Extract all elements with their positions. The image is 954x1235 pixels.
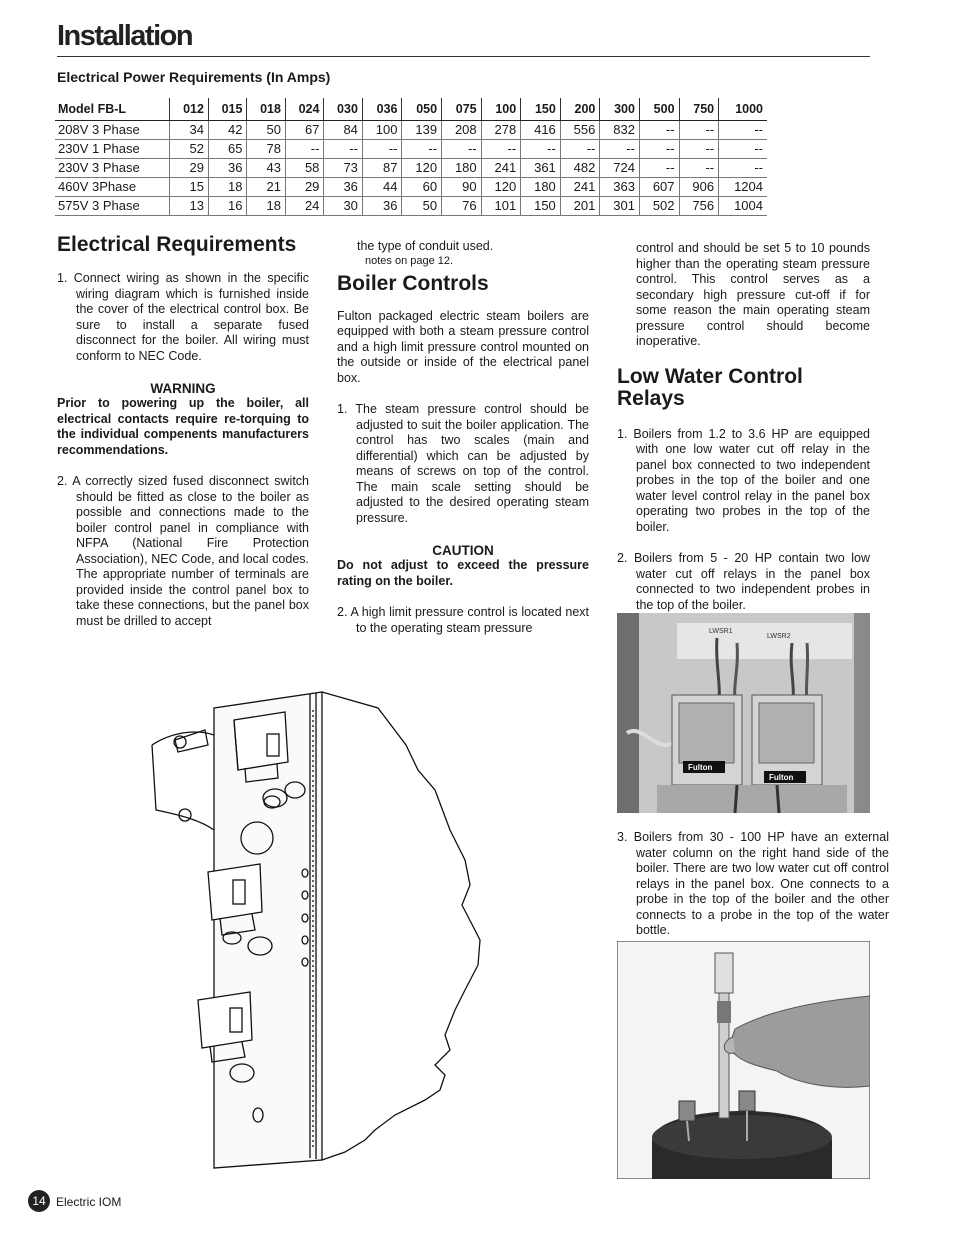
table-cell: 201	[560, 197, 600, 216]
table-cell: 76	[442, 197, 482, 216]
table-cell: 502	[639, 197, 679, 216]
table-row-label: 230V 1 Phase	[55, 140, 170, 159]
table-cell: --	[679, 121, 719, 140]
table-header-cell: 100	[481, 98, 521, 121]
table-cell: 482	[560, 159, 600, 178]
table-cell: 150	[521, 197, 561, 216]
table-cell: 724	[600, 159, 640, 178]
table-cell: 67	[285, 121, 323, 140]
table-row	[55, 197, 767, 216]
table-cell: 13	[170, 197, 208, 216]
table-cell: 42	[208, 121, 246, 140]
table-cell: --	[560, 140, 600, 159]
table-cell: 73	[324, 159, 362, 178]
table-cell: 30	[324, 197, 362, 216]
table-cell: --	[521, 140, 561, 159]
table-cell: 18	[208, 178, 246, 197]
table-header-cell: 500	[639, 98, 679, 121]
table-cell: --	[442, 140, 482, 159]
table-cell: 36	[362, 197, 402, 216]
boiler-controls-item-1: 1. The steam pressure control should be adjusted to suit the boiler application. The control has two scales (main and differential) which can be adjusted by means of screws on top of the control. The main scale setting should be adjusted to the desired operating steam pressure.	[337, 402, 589, 525]
table-cell: 34	[170, 121, 208, 140]
table-row	[55, 178, 767, 197]
table-cell: 84	[324, 121, 362, 140]
boiler-controls-intro: Fulton packaged electric steam boilers are equipped with both a steam pressure control and a high limit pressure control mounted on the outside or inside of the electrical panel box.	[337, 308, 589, 385]
table-cell: 906	[679, 178, 719, 197]
table-cell: 607	[639, 178, 679, 197]
probe-photo	[617, 941, 870, 1179]
warning-text: Prior to powering up the boiler, all electrical contacts require re-torquing to the individual compenents manufacturers recommendations.	[57, 396, 309, 457]
electrical-item-2: 2. A correctly sized fused disconnect switch should be fitted as close to the boiler as possible and connections made to the boiler control panel in compliance with NFPA (National Fire Protection Association), NEC Code, and local codes. The appropriate number of terminals are provided inside the control panel box to take these connections, but the panel box must be drilled to accept	[57, 474, 309, 628]
table-cell: 43	[247, 159, 285, 178]
table-cell: --	[719, 121, 767, 140]
table-cell: 52	[170, 140, 208, 159]
table-row-label: 460V 3Phase	[55, 178, 170, 197]
table-cell: 1004	[719, 197, 767, 216]
table-cell: --	[679, 140, 719, 159]
table-cell: --	[639, 159, 679, 178]
high-limit-continuation: control and should be set 5 to 10 pounds higher than the operating steam pressure control. This control serves as a secondary high pressure cut-off if for some reason the main operating steam pressure control should become inoperative.	[636, 241, 870, 348]
table-cell: 120	[402, 159, 442, 178]
table-cell: 180	[442, 159, 482, 178]
table-cell: 241	[481, 159, 521, 178]
table-row	[55, 121, 767, 140]
electrical-requirements-heading: Electrical Requirements	[57, 233, 297, 256]
boiler-controls-item-2: 2. A high limit pressure control is located next to the operating steam pressure	[337, 605, 589, 635]
table-cell: 139	[402, 121, 442, 140]
table-row	[55, 159, 767, 178]
table-header-row	[55, 98, 767, 121]
table-cell: --	[719, 159, 767, 178]
table-cell: 29	[285, 178, 323, 197]
table-cell: --	[324, 140, 362, 159]
table-header-cell: 075	[442, 98, 482, 121]
table-cell: --	[362, 140, 402, 159]
table-cell: --	[679, 159, 719, 178]
table-cell: 301	[600, 197, 640, 216]
page-title: Installation	[57, 20, 193, 52]
table-cell: 50	[247, 121, 285, 140]
relay-label-1: LWSR1	[709, 628, 733, 635]
table-row-label: 575V 3 Phase	[55, 197, 170, 216]
table-cell: 78	[247, 140, 285, 159]
table-cell: 1204	[719, 178, 767, 197]
table-cell: --	[600, 140, 640, 159]
table-cell: 50	[402, 197, 442, 216]
table-cell: 16	[208, 197, 246, 216]
table-header-cell: 024	[285, 98, 323, 121]
table-cell: 44	[362, 178, 402, 197]
table-row	[55, 140, 767, 159]
electrical-requirements-column	[57, 234, 309, 629]
caution-text: Do not adjust to exceed the pressure rating on the boiler.	[337, 558, 589, 588]
table-cell: 90	[442, 178, 482, 197]
table-cell: 120	[481, 178, 521, 197]
table-header-cell: 200	[560, 98, 600, 121]
table-cell: 29	[170, 159, 208, 178]
low-water-item-1: 1. Boilers from 1.2 to 3.6 HP are equipped with one low water cut off relay in the panel box connected to two independent probes in the top of the boiler and one water level control relay in the panel box operating two probes in the top of the boiler.	[617, 426, 870, 534]
table-header-model: Model FB-L	[55, 98, 170, 121]
table-header-cell: 300	[600, 98, 640, 121]
table-cell: 101	[481, 197, 521, 216]
relay-brand-2: Fulton	[769, 773, 794, 782]
table-cell: 241	[560, 178, 600, 197]
table-cell: --	[719, 140, 767, 159]
low-water-item-3: 3. Boilers from 30 - 100 HP have an external water column on the right hand side of the boiler. There are two low water cut off control relays in the panel box. One connects to a probe in the top of the boiler and the other connects to a probe in the top of the water bottle.	[617, 830, 889, 937]
table-header-cell: 150	[521, 98, 561, 121]
table-cell: 58	[285, 159, 323, 178]
table-header-cell: 012	[170, 98, 208, 121]
table-cell: 556	[560, 121, 600, 140]
table-cell: 24	[285, 197, 323, 216]
relay-label-2: LWSR2	[767, 633, 791, 640]
caution-heading: CAUTION	[432, 543, 494, 558]
table-header-cell: 036	[362, 98, 402, 121]
table-body	[55, 121, 767, 216]
table-row-label: 230V 3 Phase	[55, 159, 170, 178]
low-water-heading: Low Water Control Relays	[617, 364, 803, 410]
table-cell: --	[639, 121, 679, 140]
table-cell: 208	[442, 121, 482, 140]
table-cell: 756	[679, 197, 719, 216]
low-water-item-2: 2. Boilers from 5 - 20 HP contain two low water cut off relays in the panel box connected to two independent probes in the top of the boiler.	[617, 551, 870, 612]
table-cell: 100	[362, 121, 402, 140]
table-caption: Electrical Power Requirements (In Amps)	[57, 69, 331, 85]
table-cell: 832	[600, 121, 640, 140]
relay-brand-1: Fulton	[688, 763, 713, 772]
electrical-item-1: 1. Connect wiring as shown in the specific wiring diagram which is furnished inside the cover of the electrical control box. Be sure to install a separate fused disconnect for the boiler. All wiring must conform to NEC Code.	[57, 271, 309, 363]
table-row-label: 208V 3 Phase	[55, 121, 170, 140]
table-cell: 15	[170, 178, 208, 197]
table-header-cell: 015	[208, 98, 246, 121]
table-cell: 36	[324, 178, 362, 197]
table-cell: 180	[521, 178, 561, 197]
conduit-continuation: the type of conduit used.	[357, 239, 494, 253]
footer-doc-name: Electric IOM	[56, 1195, 122, 1209]
table-cell: 278	[481, 121, 521, 140]
table-cell: 18	[247, 197, 285, 216]
power-requirements-table	[55, 98, 767, 216]
table-cell: --	[285, 140, 323, 159]
relay-panel-photo	[617, 613, 870, 813]
title-rule	[57, 56, 870, 57]
page-number-badge: 14	[28, 1190, 50, 1212]
table-cell: 36	[208, 159, 246, 178]
table-header-cell: 1000	[719, 98, 767, 121]
table-cell: 65	[208, 140, 246, 159]
table-cell: 60	[402, 178, 442, 197]
table-cell: 361	[521, 159, 561, 178]
notes-reference: notes on page 12.	[365, 254, 454, 267]
low-water-column	[617, 241, 870, 613]
table-cell: --	[402, 140, 442, 159]
table-header-cell: 750	[679, 98, 719, 121]
table-cell: 21	[247, 178, 285, 197]
table-cell: 416	[521, 121, 561, 140]
warning-heading: WARNING	[150, 381, 216, 396]
table-cell: --	[639, 140, 679, 159]
table-cell: 363	[600, 178, 640, 197]
table-cell: 87	[362, 159, 402, 178]
boiler-controls-column	[337, 239, 589, 636]
table-header-cell: 030	[324, 98, 362, 121]
table-header-cell: 018	[247, 98, 285, 121]
boiler-controls-diagram	[150, 690, 490, 1170]
table-header-cell: 050	[402, 98, 442, 121]
boiler-controls-heading: Boiler Controls	[337, 271, 489, 295]
table-cell: --	[481, 140, 521, 159]
